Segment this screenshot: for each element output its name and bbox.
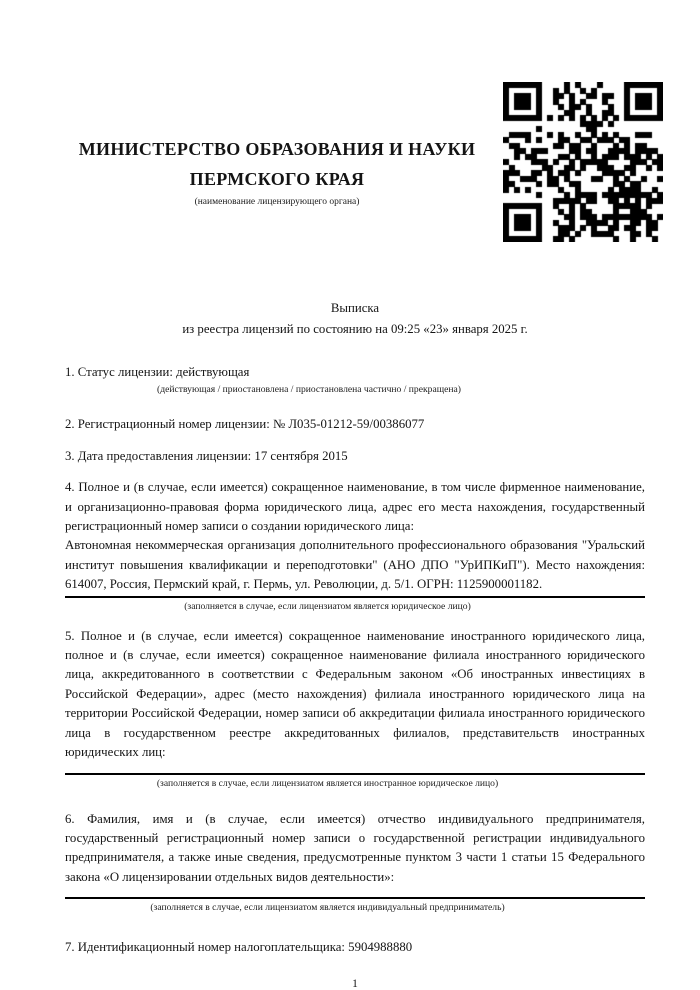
foreign-entity-label: 5. Полное и (в случае, если имеется) сокращенное наименование иностранного юридического лица, полное и (в случае, если имеется) сокращенное наименование филиала иностранного юридического лица, аккредитованного в соответствии с Федеральным законом «Об иностранных инвестициях в Российской Федерации», адрес (место нахождения) филиала иностранного юридического лица на территории Российской Федерации, номер записи об аккредитации филиала иностранного юридического лица в государственном реестре аккредитованных филиалов, представительств иностранных юридических лиц: (65, 628, 645, 760)
document-title-line2: из реестра лицензий по состоянию на 09:25 «23» января 2025 г. (182, 322, 528, 336)
taxpayer-id-text: 7. Идентификационный номер налогоплательщика: 5904988880 (65, 940, 413, 955)
license-status-caption: (действующая / приостановлена / приостановлена частично / прекращена) (157, 384, 461, 396)
ministry-name-line1: МИНИСТЕРСТВО ОБРАЗОВАНИЯ И НАУКИ (78, 139, 476, 159)
fill-line-legal-entity (65, 596, 645, 598)
legal-entity-value: Автономная некоммерческая организация дополнительного профессионального образования "Уральский институт повышения квалификации и переподготовки" (АНО ДПО "УрИПКиП"). Место нахождения: 614007, Россия, Пермский край, г. Пермь, ул. Революции, д. 5/1. ОГРН: 1125900001182. (65, 538, 645, 592)
legal-entity-label: 4. Полное и (в случае, если имеется) сокращенное наименование, в том числе фирменное наименование, и организационно-правовая форма юридического лица, адрес его места нахождения, государственный регистрационный номер записи о создании юридического лица: (65, 480, 645, 534)
grant-date-text: 3. Дата предоставления лицензии: 17 сентября 2015 (65, 448, 348, 463)
license-status-text: 1. Статус лицензии: действующая (65, 365, 250, 379)
foreign-entity-caption: (заполняется в случае, если лицензиатом является иностранное юридическое лицо) (156, 777, 499, 789)
individual-entrepreneur-caption: (заполняется в случае, если лицензиатом является индивидуальный предприниматель) (150, 902, 505, 914)
fill-line-individual-entrepreneur (65, 897, 645, 899)
qr-code-icon (503, 82, 663, 242)
document-title-line1: Выписка (330, 301, 380, 315)
document-header (65, 78, 645, 242)
issuing-authority-block (65, 78, 489, 207)
individual-entrepreneur-label: 6. Фамилия, имя и (в случае, если имеется) отчество индивидуального предпринимателя, государственный регистрационный номер записи о государственной регистрации индивидуального предпринимателя, а также иные сведения, предусмотренные пунктом 3 части 1 статьи 15 Федерального закона «О лицензировании отдельных видов деятельности»: (65, 811, 645, 884)
item-individual-entrepreneur (65, 810, 645, 915)
page-number: 1 (352, 977, 358, 990)
fill-line-foreign-entity (65, 773, 645, 775)
item-license-status (65, 363, 645, 396)
item-legal-entity (65, 478, 645, 612)
item-grant-date (65, 447, 645, 466)
legal-entity-caption: (заполняется в случае, если лицензиатом является юридическое лицо) (184, 600, 471, 612)
ministry-name-line2: ПЕРМСКОГО КРАЯ (189, 169, 365, 189)
registration-number-text: 2. Регистрационный номер лицензии: № Л035-01212-59/00386077 (65, 417, 425, 432)
issuing-authority-caption: (наименование лицензирующего органа) (194, 197, 360, 207)
item-registration-number (65, 415, 645, 434)
item-taxpayer-id (65, 938, 645, 957)
item-foreign-entity (65, 627, 645, 790)
document-title (65, 298, 645, 340)
